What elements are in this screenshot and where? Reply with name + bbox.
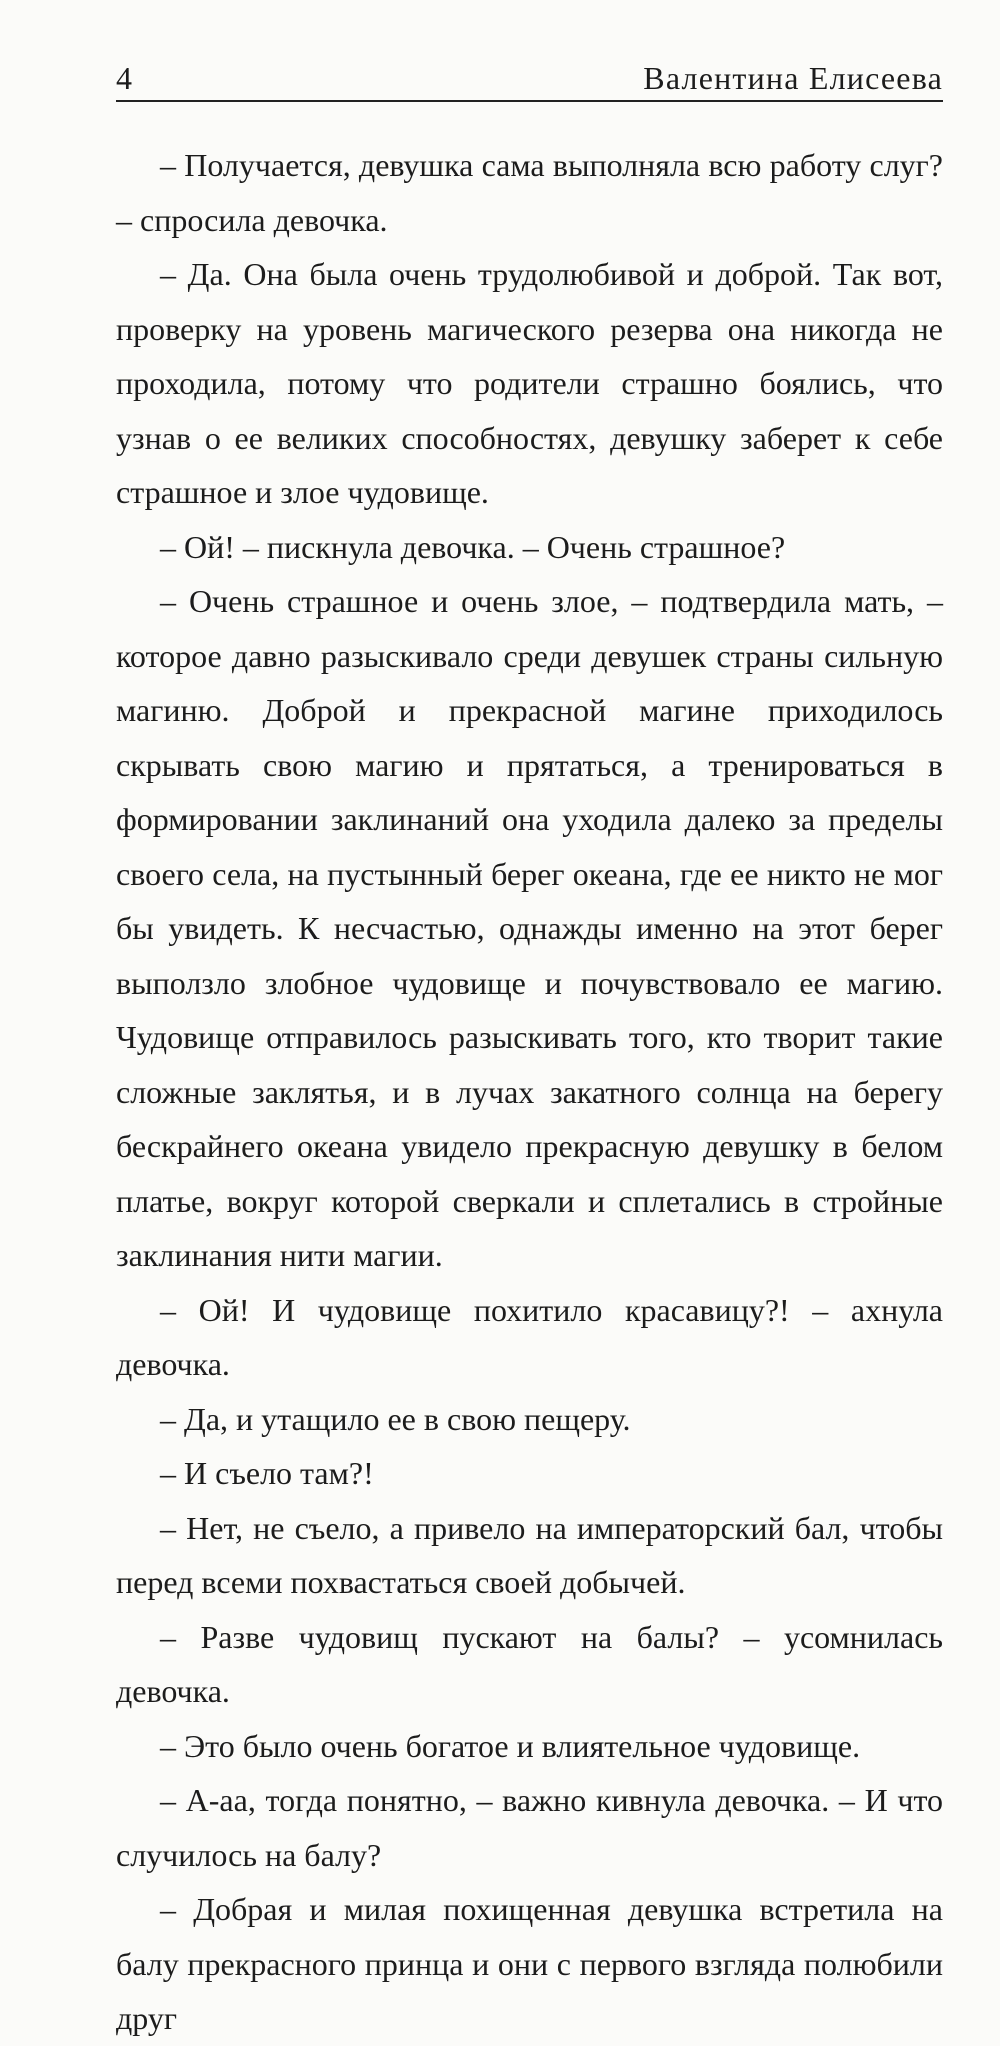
paragraph: – Да, и утащило ее в свою пещеру.	[160, 1400, 631, 1437]
paragraph: – Это было очень богатое и влиятельное чудовище.	[160, 1727, 861, 1764]
page-number: 4	[116, 60, 132, 96]
paragraph: – Ой! – пискнула девочка. – Очень страшное?	[160, 528, 786, 565]
paragraph: – Очень страшное и очень злое, – подтвердила мать, – которое давно разыскивало среди девушек страны сильную магиню. Доброй и прекрасной магине приходилось скрывать свою магию и прятаться, а тренироваться в формировании заклинаний она уходила далеко за пределы своего села, на пустынный берег океана, где ее никто не мог бы увидеть. К несчастью, однажды именно на этот берег выползло злобное чудовище и почувствовало ее магию. Чудовище отправилось разыскивать того, кто творит такие сложные заклятья, и в лучах закатного солнца на берегу бескрайнего океана увидело прекрасную девушку в белом платье, вокруг которой сверкали и сплетались в стройные заклинания нити магии.	[116, 583, 943, 1273]
author-name: Валентина Елисеева	[643, 60, 943, 96]
running-header	[116, 52, 943, 100]
paragraph: – Ой! И чудовище похитило красавицу?! – ахнула девочка.	[116, 1291, 943, 1382]
paragraph: – Добрая и милая похищенная девушка встретила на балу прекрасного принца и они с первого взгляда полюбили друг	[116, 1891, 943, 2036]
paragraph: – Нет, не съело, а привело на императорский бал, чтобы перед всеми похвастаться своей добычей.	[116, 1509, 943, 1600]
paragraph: – Получается, девушка сама выполняла всю работу слуг? – спросила девочка.	[116, 147, 943, 238]
paragraph: – И съело там?!	[160, 1455, 374, 1491]
paragraph: – Да. Она была очень трудолюбивой и доброй. Так вот, проверку на уровень магического резерва она никогда не проходила, потому что родители страшно боялись, что узнав о ее великих способностях, девушку заберет к себе страшное и злое чудовище.	[116, 256, 943, 510]
header-rule	[116, 100, 943, 102]
body-text	[116, 138, 943, 2046]
paragraph: – А-аа, тогда понятно, – важно кивнула девочка. – И что случилось на балу?	[116, 1782, 943, 1873]
paragraph: – Разве чудовищ пускают на балы? – усомнилась девочка.	[116, 1618, 943, 1709]
